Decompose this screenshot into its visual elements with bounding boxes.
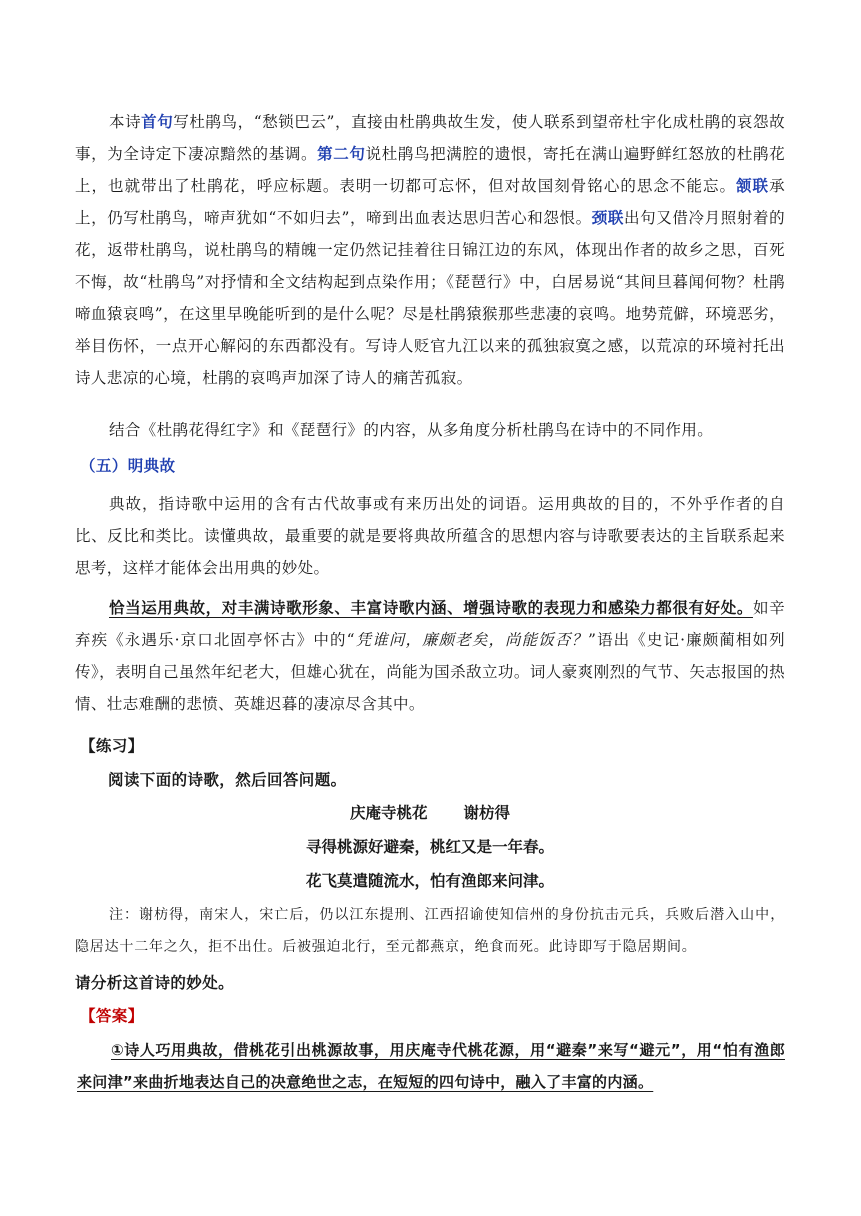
text-run: 本诗 <box>109 113 142 131</box>
allusion-example-paragraph <box>75 592 785 720</box>
practice-label <box>80 730 790 762</box>
question: 请分析这首诗的妙处。 <box>75 973 235 992</box>
analysis-paragraph <box>75 106 785 394</box>
answer-text: ①诗人巧用典故，借桃花引出桃源故事，用庆庵寺代桃花源，用“避秦”来写“避元”，用“怕有渔郎来问津”来曲折地表达自己的决意绝世之志，在短短的四句诗中，融入了丰富的内涵。 <box>77 1041 785 1091</box>
keyword-hanlian: 颔联 <box>736 176 770 195</box>
poem-heading <box>75 797 785 829</box>
answer-label-text: 【答案】 <box>80 1006 144 1025</box>
poem-line-1: 寻得桃源好避秦，桃红又是一年春。 <box>305 837 554 856</box>
reading-instruction: 阅读下面的诗歌，然后回答问题。 <box>108 770 347 789</box>
keyword-first-line: 首句 <box>141 112 174 131</box>
poem-author: 谢枋得 <box>463 803 511 822</box>
text-run: 写杜鹃鸟，“愁锁巴云”，直接由杜鹃典故生发，使人联系到望帝杜宇化成杜鹃的哀怨故事，为全诗定下凄凉黯然的基调。 <box>75 113 785 163</box>
section-heading <box>80 450 790 482</box>
task-paragraph: 结合《杜鹃花得红字》和《琵琶行》的内容，从多角度分析杜鹃鸟在诗中的不同作用。 <box>109 421 714 439</box>
keyword-second-line: 第二句 <box>317 144 366 163</box>
keyword-jinglian: 颈联 <box>591 208 625 227</box>
text-run: 说杜鹃鸟把满腔的遗恨，寄托在满山遍野鲜红怒放的杜鹃花上，也就带出了杜鹃花，呼应标题。表明一切都可忘怀，但对故国刻骨铭心的思念不能忘。 <box>75 145 785 195</box>
poem-line-2: 花飞莫遣随流水，怕有渔郎来问津。 <box>305 871 554 890</box>
text-run: ”语出《史记·廉颇蔺相如列传》，表明自己虽然年纪老大，但雄心犹在，尚能为国杀敌立功。词人豪爽刚烈的气节、矢志报国的热情、壮志难酬的悲愤、英雄迟暮的凄凉尽含其中。 <box>75 631 785 713</box>
poem-note: 注：谢枋得，南宋人，宋亡后，仍以江东提刑、江西招谕使知信州的身份抗击元兵，兵败后潜入山中，隐居达十二年之久，拒不出仕。后被强迫北行，至元都燕京，绝食而死。此诗即写于隐居期间。 <box>75 907 785 955</box>
emphasis-sentence: 恰当运用典故，对丰满诗歌形象、丰富诗歌内涵、增强诗歌的表现力和感染力都很有好处。 <box>109 598 753 617</box>
text-run: 如辛弃疾《永遇乐·京口北固亭怀古》中的“ <box>75 599 785 649</box>
practice-label-text: 【练习】 <box>80 736 144 755</box>
poem-title: 庆庵寺桃花 <box>349 803 428 822</box>
text-run: 承上，仍写杜鹃鸟，啼声犹如“不如归去”，啼到出血表达思归苦心和怨恨。 <box>75 177 785 227</box>
quoted-verse: 凭谁问，廉颇老矣，尚能饭否？ <box>354 631 589 649</box>
allusion-definition-paragraph: 典故，指诗歌中运用的含有古代故事或有来历出处的词语。运用典故的目的，不外乎作者的自比、反比和类比。读懂典故，最重要的就是要将典故所蕴含的思想内容与诗歌要表达的主旨联系起来思考，这样才能体会出用典的妙处。 <box>75 495 785 577</box>
text-run: 出句又借冷月照射着的花，返带杜鹃鸟，说杜鹃鸟的精魄一定仍然记挂着往日锦江边的东风，体现出作者的故乡之思，百死不悔，故“杜鹃鸟”对抒情和全文结构起到点染作用；《琵琶行》中，白居易说“其间旦暮闻何物？杜鹃啼血猿哀鸣”，在这里早晚能听到的是什么呢？尽是杜鹃猿猴那些悲凄的哀鸣。地势荒僻，环境恶劣，举目伤怀，一点开心解闷的东西都没有。写诗人贬官九江以来的孤独寂寞之感，以荒凉的环境衬托出诗人悲凉的心境，杜鹃的哀鸣声加深了诗人的痛苦孤寂。 <box>75 209 785 387</box>
section-heading-text: （五）明典故 <box>80 456 176 475</box>
answer-label <box>80 1000 790 1032</box>
